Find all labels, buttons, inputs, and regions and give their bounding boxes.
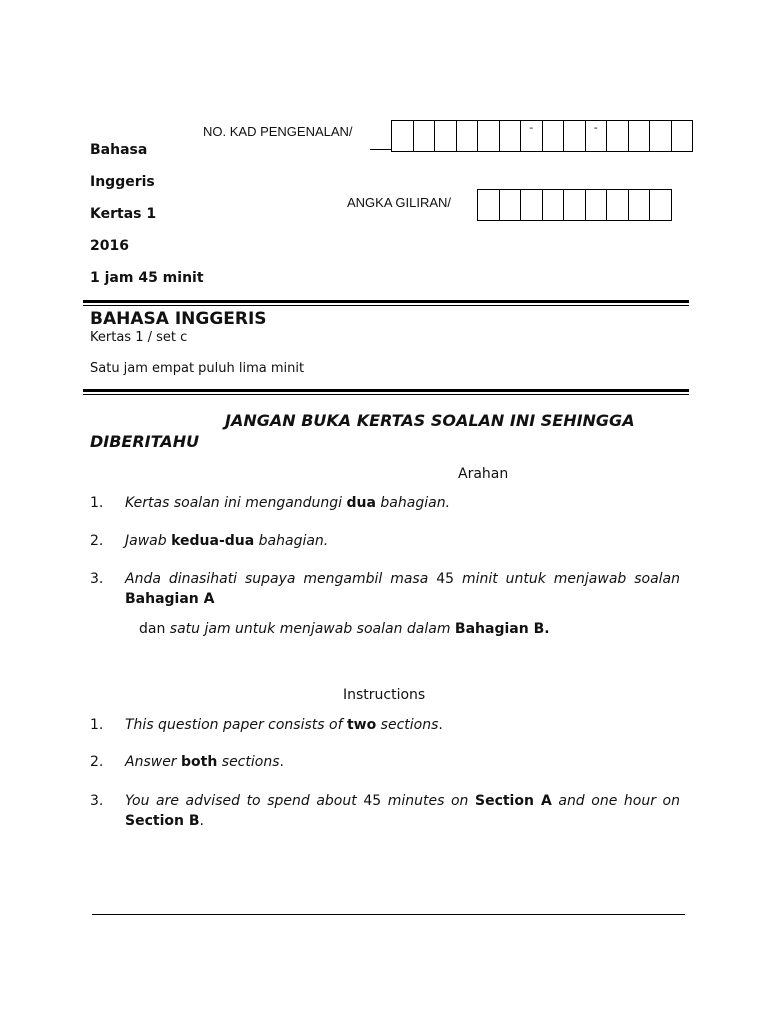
index-number-box[interactable] xyxy=(543,190,565,220)
index-number-box[interactable] xyxy=(478,190,500,220)
ic-field-underline xyxy=(370,149,391,150)
ic-number-box[interactable] xyxy=(500,121,522,151)
instructions-heading: Instructions xyxy=(343,687,426,703)
divider-mid-thick xyxy=(83,389,689,392)
index-number-box[interactable] xyxy=(650,190,672,220)
ic-number-box[interactable] xyxy=(672,121,694,151)
item-number: 2. xyxy=(90,533,104,549)
subject-line-1: Bahasa xyxy=(90,142,148,158)
ic-number-box[interactable] xyxy=(478,121,500,151)
paper-duration: Satu jam empat puluh lima minit xyxy=(90,361,305,376)
instructions-item-2: 2. Answer both sections. xyxy=(90,754,284,770)
ic-number-box[interactable] xyxy=(629,121,651,151)
ic-number-box[interactable] xyxy=(392,121,414,151)
ic-number-box[interactable] xyxy=(414,121,436,151)
index-number-label: ANGKA GILIRAN/ xyxy=(347,195,452,210)
ic-number-box[interactable] xyxy=(543,121,565,151)
index-number-box[interactable] xyxy=(521,190,543,220)
ic-number-field[interactable] xyxy=(370,120,670,150)
divider-top-thin xyxy=(83,305,689,306)
index-number-box[interactable] xyxy=(564,190,586,220)
instructions-item-1: 1. This question paper consists of two sections. xyxy=(90,717,443,733)
ic-number-label: NO. KAD PENGENALAN/ xyxy=(203,124,353,139)
index-number-box[interactable] xyxy=(500,190,522,220)
arahan-item-2: 2. Jawab kedua-dua bahagian. xyxy=(90,533,329,549)
divider-bottom xyxy=(92,914,685,915)
ic-number-box[interactable] xyxy=(435,121,457,151)
subject-line-5: 1 jam 45 minit xyxy=(90,270,204,286)
arahan-item-3-continued: dan satu jam untuk menjawab soalan dalam Bahagian B. xyxy=(139,621,550,637)
divider-mid-thin xyxy=(83,394,689,395)
arahan-item-3: 3. Anda dinasihati supaya mengambil masa 45 minit untuk menjawab soalan Bahagian A xyxy=(90,571,680,607)
paper-title: BAHASA INGGERIS xyxy=(90,309,267,329)
index-number-box[interactable] xyxy=(607,190,629,220)
ic-number-box[interactable] xyxy=(457,121,479,151)
item-number: 1. xyxy=(90,495,104,511)
item-number: 2. xyxy=(90,754,104,770)
ic-number-box[interactable]: - xyxy=(586,121,608,151)
arahan-item-1: 1. Kertas soalan ini mengandungi dua bahagian. xyxy=(90,495,451,511)
index-number-box[interactable] xyxy=(586,190,608,220)
ic-number-box[interactable] xyxy=(607,121,629,151)
item-number: 3. xyxy=(90,571,104,587)
index-number-boxes[interactable] xyxy=(477,189,672,221)
ic-number-box[interactable]: - xyxy=(521,121,543,151)
divider-top-thick xyxy=(83,300,689,303)
warning-line-1: JANGAN BUKA KERTAS SOALAN INI SEHINGGA xyxy=(225,411,635,430)
item-number: 1. xyxy=(90,717,104,733)
subject-line-2: Inggeris xyxy=(90,174,155,190)
paper-subtitle: Kertas 1 / set c xyxy=(90,330,188,345)
ic-number-boxes[interactable] xyxy=(391,120,693,152)
index-number-box[interactable] xyxy=(629,190,651,220)
ic-number-box[interactable] xyxy=(564,121,586,151)
arahan-heading: Arahan xyxy=(458,466,509,482)
item-number: 3. xyxy=(90,793,104,809)
instructions-item-3-continued: Section B. xyxy=(125,813,204,829)
instructions-item-3: 3. You are advised to spend about 45 minutes on Section A and one hour on xyxy=(90,793,680,809)
subject-line-4: 2016 xyxy=(90,238,129,254)
ic-number-box[interactable] xyxy=(650,121,672,151)
warning-line-2: DIBERITAHU xyxy=(90,432,200,451)
subject-line-3: Kertas 1 xyxy=(90,206,157,222)
